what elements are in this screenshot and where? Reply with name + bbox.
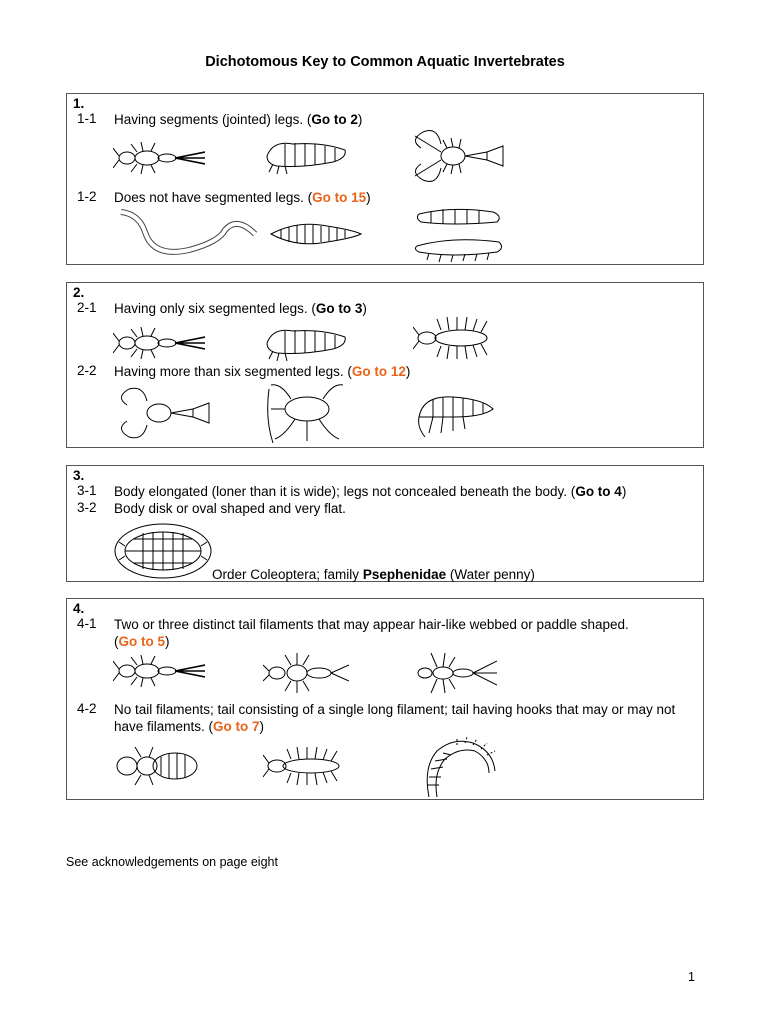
option-text: Having only six segmented legs. (Go to 3) (114, 301, 367, 316)
hellgrammite-illustration (263, 745, 349, 787)
scud-illustration (413, 387, 499, 439)
option-code: 4-1 (77, 616, 97, 631)
stonefly-nymph-illustration (263, 651, 349, 695)
key-step-1 (66, 93, 704, 265)
mayfly-nymph-illustration (113, 655, 205, 687)
option-code: 3-1 (77, 483, 97, 498)
option-code: 1-1 (77, 111, 97, 126)
step-number: 3. (73, 468, 85, 483)
crayfish-illustration (407, 126, 507, 186)
option-text: No tail filaments; tail consisting of a single long filament; tail having hooks that may or may not have filaments. (Go to 7) (114, 702, 676, 734)
dragonfly-nymph-illustration (113, 745, 203, 787)
aquatic-worm-illustration (119, 208, 259, 262)
page-number: 1 (688, 970, 695, 984)
goto-ref: Go to 3 (315, 301, 363, 316)
option-text: Body disk or oval shaped and very flat. (114, 501, 346, 516)
goto-ref: Go to 12 (351, 364, 406, 379)
step-number: 1. (73, 96, 85, 111)
goto-ref: Go to 7 (213, 719, 260, 734)
key-step-2 (66, 282, 704, 448)
option-code: 4-2 (77, 701, 97, 716)
option-text: Two or three distinct tail filaments that may appear hair-like webbed or paddle shaped. (Go to 5) (114, 617, 629, 649)
leech-illustration (267, 218, 363, 248)
option-text: Having more than six segmented legs. (Go to 12) (114, 364, 411, 379)
step-number: 2. (73, 285, 85, 300)
key-step-4 (66, 598, 704, 800)
beetle-larva-illustration (263, 134, 349, 174)
goto-ref: Go to 5 (118, 634, 165, 649)
mayfly-nymph-illustration (113, 327, 205, 359)
option-code: 3-2 (77, 500, 97, 515)
hellgrammite-illustration (413, 315, 497, 361)
beetle-larva-illustration (263, 321, 349, 361)
option-text: Body elongated (loner than it is wide); legs not concealed beneath the body. (Go to 4) (114, 484, 627, 499)
water-scorpion-illustration (265, 379, 349, 445)
option-text: Having segments (jointed) legs. (Go to 2) (114, 112, 363, 127)
option-code: 1-2 (77, 189, 97, 204)
mayfly-nymph-illustration (113, 142, 205, 174)
page-title: Dichotomous Key to Common Aquatic Invertebrates (205, 54, 565, 70)
goto-ref: Go to 4 (575, 484, 622, 499)
option-code: 2-2 (77, 363, 97, 378)
step-number: 4. (73, 601, 85, 616)
caddisfly-larva-illustration (413, 737, 499, 799)
goto-ref: Go to 2 (311, 112, 358, 127)
fly-larva-illustration (413, 204, 509, 264)
mayfly-nymph-2-illustration (413, 651, 497, 695)
footer-note: See acknowledgements on page eight (66, 855, 278, 869)
option-code: 2-1 (77, 300, 97, 315)
figure-caption: Order Coleoptera; family Psephenidae (Water penny) (212, 567, 535, 582)
key-step-3 (66, 465, 704, 582)
option-text: Does not have segmented legs. (Go to 15) (114, 190, 371, 205)
goto-ref: Go to 15 (312, 190, 367, 205)
crayfish-illustration (113, 385, 213, 441)
water-penny-illustration (113, 522, 213, 580)
